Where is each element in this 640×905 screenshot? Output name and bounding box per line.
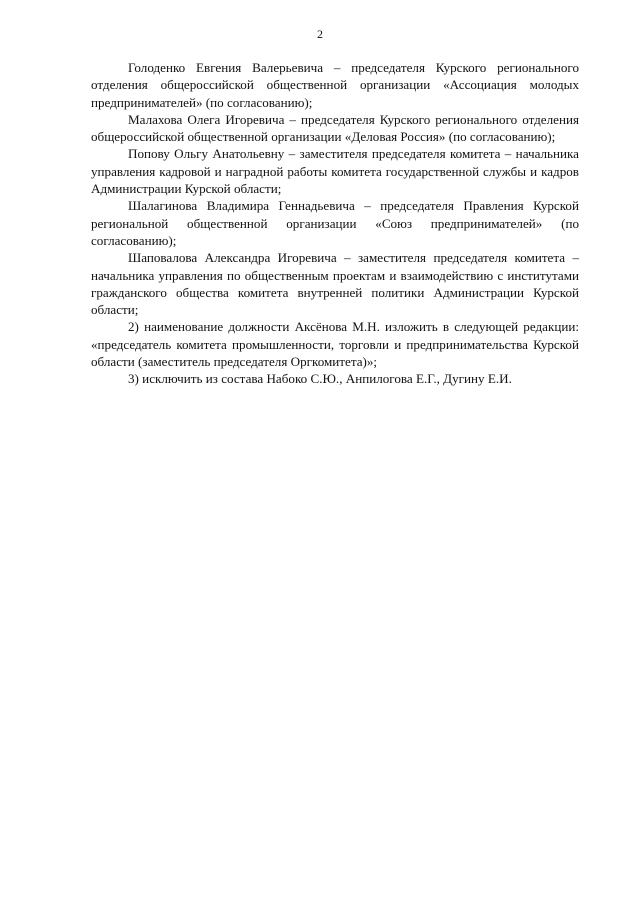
paragraph-shapovalov: Шаповалова Александра Игоревича – заместителя председателя комитета – начальника управления по общественным проектам и взаимодействию с институтами гражданского общества комитета внутренней политики Администрации Курской области; xyxy=(91,250,579,318)
paragraph-golodenko: Голоденко Евгения Валерьевича – председателя Курского регионального отделения общероссийской общественной организации «Ассоциация молодых предпринимателей» (по согласованию); xyxy=(91,60,579,110)
paragraph-popova: Попову Ольгу Анатольевну – заместителя председателя комитета – начальника управления кадровой и наградной работы комитета государственной службы и кадров Администрации Курской области; xyxy=(91,146,579,197)
document-body xyxy=(91,59,579,388)
paragraph-malakhov: Малахова Олега Игоревича – председателя Курского регионального отделения общероссийской общественной организации «Деловая Россия» (по согласованию); xyxy=(91,111,579,145)
page-number: 2 xyxy=(317,27,323,41)
paragraph-shalaginov: Шалагинова Владимира Геннадьевича – председателя Правления Курской региональной общественной организации «Союз предпринимателей» (по согласованию); xyxy=(91,198,579,248)
paragraph-item-3-exclude: 3) исключить из состава Набоко С.Ю., Анпилогова Е.Г., Дугину Е.И. xyxy=(128,371,512,387)
paragraph-item-2-aksenov: 2) наименование должности Аксёнова М.Н. изложить в следующей редакции: «председатель комитета промышленности, торговли и предпринимательства Курской области (заместитель председателя Оргкомитета)»; xyxy=(91,319,579,370)
